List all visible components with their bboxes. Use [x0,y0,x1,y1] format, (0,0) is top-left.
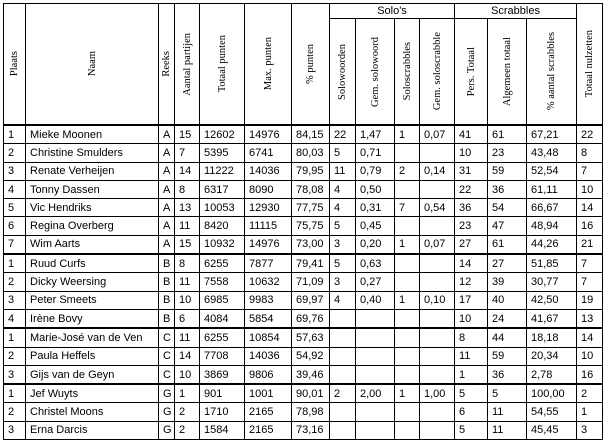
cell-aantal-partijen: 2 [175,403,200,421]
table-row [4,180,603,198]
cell-gem-solowoord [356,328,395,347]
cell-totaal-punten: 8420 [200,217,245,235]
cell-totaal-punten: 6255 [200,328,245,347]
cell-naam: Vic Hendriks [26,199,159,217]
cell-solowoorden: 22 [330,125,356,144]
cell-aantal-partijen: 8 [175,180,200,198]
cell-aantal-partijen: 6 [175,309,200,328]
cell-pct-aantal-scrabbles: 18,18 [527,328,577,347]
cell-gem-soloscrabble [420,254,455,273]
cell-plaats: 3 [4,365,26,384]
cell-totaal-nulzetten: 10 [577,347,603,365]
cell-plaats: 6 [4,217,26,235]
cell-pct-aantal-scrabbles: 20,34 [527,347,577,365]
col-header-pct-aantal-scrabbles: % aantal scrabbles [527,19,577,126]
cell-soloscrabbles [395,403,420,421]
col-header-totaal-nulzetten: Totaal nulzetten [577,4,603,126]
table-row [4,384,603,403]
cell-gem-solowoord: 0,27 [356,273,395,291]
cell-naam: Tonny Dassen [26,180,159,198]
cell-solowoorden: 4 [330,291,356,309]
cell-gem-soloscrabble: 0,14 [420,162,455,180]
cell-pers-totaal: 12 [455,273,488,291]
cell-algemeen-totaal: 44 [488,328,527,347]
col-header-pct-punten: % punten [292,4,330,126]
cell-naam: Gijs van de Geyn [26,365,159,384]
table-row [4,273,603,291]
col-header-gem-solowoord: Gem. solowoord [356,19,395,126]
cell-totaal-punten: 4084 [200,309,245,328]
cell-totaal-nulzetten: 7 [577,162,603,180]
cell-reeks: A [159,144,175,162]
cell-pct-punten: 69,76 [292,309,330,328]
cell-gem-solowoord: 2,00 [356,384,395,403]
cell-pct-aantal-scrabbles: 67,21 [527,125,577,144]
cell-gem-soloscrabble [420,328,455,347]
cell-max-punten: 12930 [245,199,292,217]
table-row [4,235,603,254]
cell-pers-totaal: 22 [455,180,488,198]
cell-gem-solowoord: 0,40 [356,291,395,309]
cell-pers-totaal: 31 [455,162,488,180]
cell-aantal-partijen: 1 [175,384,200,403]
col-header-aantal-partijen: Aantal partijen [175,4,200,126]
col-header-pers-totaal: Pers. Totaal [455,19,488,126]
cell-gem-solowoord: 0,31 [356,199,395,217]
cell-reeks: A [159,125,175,144]
cell-reeks: G [159,403,175,421]
cell-totaal-punten: 1710 [200,403,245,421]
cell-pct-punten: 71,09 [292,273,330,291]
cell-pers-totaal: 10 [455,309,488,328]
cell-pct-aantal-scrabbles: 100,00 [527,384,577,403]
col-header-naam: Naam [26,4,159,126]
cell-totaal-punten: 10932 [200,235,245,254]
cell-plaats: 4 [4,180,26,198]
cell-plaats: 1 [4,384,26,403]
cell-solowoorden [330,347,356,365]
cell-totaal-punten: 3869 [200,365,245,384]
cell-pct-aantal-scrabbles: 42,50 [527,291,577,309]
cell-naam: Wim Aarts [26,235,159,254]
cell-solowoorden [330,421,356,439]
reeks-group [4,328,603,384]
cell-solowoorden [330,365,356,384]
cell-totaal-punten: 7708 [200,347,245,365]
cell-naam: Christine Smulders [26,144,159,162]
cell-totaal-punten: 10053 [200,199,245,217]
cell-soloscrabbles [395,254,420,273]
cell-pct-punten: 73,00 [292,235,330,254]
cell-aantal-partijen: 2 [175,421,200,439]
table-row [4,125,603,144]
cell-totaal-nulzetten: 14 [577,328,603,347]
cell-plaats: 3 [4,421,26,439]
cell-naam: Irène Bovy [26,309,159,328]
cell-pers-totaal: 8 [455,328,488,347]
cell-reeks: A [159,217,175,235]
cell-soloscrabbles: 7 [395,199,420,217]
cell-aantal-partijen: 11 [175,328,200,347]
cell-algemeen-totaal: 47 [488,217,527,235]
cell-plaats: 1 [4,328,26,347]
cell-plaats: 3 [4,291,26,309]
cell-plaats: 2 [4,347,26,365]
cell-soloscrabbles: 1 [395,235,420,254]
cell-algemeen-totaal: 54 [488,199,527,217]
cell-totaal-nulzetten: 13 [577,309,603,328]
cell-gem-soloscrabble: 1,00 [420,384,455,403]
cell-naam: Regina Overberg [26,217,159,235]
cell-plaats: 1 [4,125,26,144]
cell-max-punten: 10854 [245,328,292,347]
cell-max-punten: 5854 [245,309,292,328]
cell-algemeen-totaal: 36 [488,365,527,384]
cell-pers-totaal: 5 [455,421,488,439]
cell-algemeen-totaal: 5 [488,384,527,403]
col-header-plaats: Plaats [4,4,26,126]
cell-aantal-partijen: 11 [175,273,200,291]
cell-gem-solowoord [356,309,395,328]
cell-gem-soloscrabble [420,403,455,421]
col-header-max-punten: Max. punten [245,4,292,126]
cell-gem-solowoord: 0,63 [356,254,395,273]
cell-max-punten: 1001 [245,384,292,403]
cell-reeks: B [159,309,175,328]
table-row [4,144,603,162]
cell-pct-aantal-scrabbles: 44,26 [527,235,577,254]
cell-plaats: 5 [4,199,26,217]
cell-gem-soloscrabble: 0,07 [420,125,455,144]
cell-pct-punten: 80,03 [292,144,330,162]
col-header-reeks: Reeks [159,4,175,126]
cell-pct-aantal-scrabbles: 2,78 [527,365,577,384]
cell-max-punten: 8090 [245,180,292,198]
reeks-group [4,384,603,439]
cell-pct-aantal-scrabbles: 54,55 [527,403,577,421]
cell-totaal-nulzetten: 19 [577,291,603,309]
cell-pct-aantal-scrabbles: 51,85 [527,254,577,273]
cell-reeks: A [159,199,175,217]
cell-aantal-partijen: 14 [175,162,200,180]
cell-totaal-nulzetten: 22 [577,125,603,144]
cell-pct-punten: 90,01 [292,384,330,403]
cell-pers-totaal: 11 [455,347,488,365]
cell-reeks: C [159,365,175,384]
cell-solowoorden: 5 [330,144,356,162]
cell-naam: Jef Wuyts [26,384,159,403]
cell-solowoorden: 11 [330,162,356,180]
cell-naam: Paula Heffels [26,347,159,365]
cell-soloscrabbles: 2 [395,162,420,180]
cell-soloscrabbles [395,144,420,162]
cell-gem-solowoord: 1,47 [356,125,395,144]
cell-solowoorden: 4 [330,180,356,198]
cell-pct-aantal-scrabbles: 41,67 [527,309,577,328]
cell-pers-totaal: 36 [455,199,488,217]
cell-pct-punten: 78,08 [292,180,330,198]
cell-plaats: 2 [4,273,26,291]
cell-algemeen-totaal: 27 [488,254,527,273]
cell-algemeen-totaal: 11 [488,421,527,439]
cell-pers-totaal: 10 [455,144,488,162]
cell-solowoorden: 3 [330,235,356,254]
cell-solowoorden [330,403,356,421]
cell-pct-punten: 39,46 [292,365,330,384]
cell-pct-punten: 78,98 [292,403,330,421]
cell-pers-totaal: 1 [455,365,488,384]
cell-gem-solowoord [356,347,395,365]
cell-reeks: B [159,273,175,291]
col-header-algemeen-totaal: Algemeen totaal [488,19,527,126]
cell-pct-aantal-scrabbles: 43,48 [527,144,577,162]
cell-totaal-nulzetten: 7 [577,273,603,291]
cell-aantal-partijen: 11 [175,217,200,235]
cell-algemeen-totaal: 36 [488,180,527,198]
cell-gem-soloscrabble [420,309,455,328]
table-row [4,217,603,235]
cell-max-punten: 6741 [245,144,292,162]
cell-aantal-partijen: 13 [175,199,200,217]
cell-algemeen-totaal: 24 [488,309,527,328]
cell-max-punten: 14036 [245,347,292,365]
cell-max-punten: 14976 [245,235,292,254]
cell-gem-soloscrabble [420,180,455,198]
cell-max-punten: 14976 [245,125,292,144]
table-row [4,291,603,309]
cell-soloscrabbles [395,347,420,365]
cell-pct-aantal-scrabbles: 45,45 [527,421,577,439]
table-row [4,328,603,347]
cell-gem-soloscrabble [420,144,455,162]
cell-soloscrabbles: 1 [395,384,420,403]
cell-pct-punten: 69,97 [292,291,330,309]
cell-pct-punten: 54,92 [292,347,330,365]
cell-totaal-punten: 7558 [200,273,245,291]
reeks-group [4,254,603,328]
cell-soloscrabbles: 1 [395,125,420,144]
cell-pers-totaal: 23 [455,217,488,235]
cell-gem-solowoord: 0,79 [356,162,395,180]
cell-pct-punten: 75,75 [292,217,330,235]
cell-totaal-punten: 901 [200,384,245,403]
cell-gem-soloscrabble [420,365,455,384]
cell-totaal-nulzetten: 21 [577,235,603,254]
cell-pct-aantal-scrabbles: 48,94 [527,217,577,235]
cell-algemeen-totaal: 23 [488,144,527,162]
cell-gem-solowoord [356,365,395,384]
cell-totaal-nulzetten: 7 [577,254,603,273]
cell-totaal-punten: 11222 [200,162,245,180]
cell-max-punten: 10632 [245,273,292,291]
cell-algemeen-totaal: 39 [488,273,527,291]
cell-naam: Peter Smeets [26,291,159,309]
cell-totaal-punten: 12602 [200,125,245,144]
cell-pers-totaal: 17 [455,291,488,309]
cell-pct-aantal-scrabbles: 30,77 [527,273,577,291]
cell-reeks: G [159,421,175,439]
cell-gem-solowoord: 0,71 [356,144,395,162]
cell-pers-totaal: 14 [455,254,488,273]
cell-solowoorden: 5 [330,217,356,235]
cell-gem-soloscrabble: 0,54 [420,199,455,217]
cell-solowoorden [330,309,356,328]
cell-reeks: A [159,235,175,254]
table-row [4,199,603,217]
cell-totaal-nulzetten: 8 [577,144,603,162]
cell-pct-aantal-scrabbles: 66,67 [527,199,577,217]
cell-aantal-partijen: 10 [175,365,200,384]
cell-pct-aantal-scrabbles: 52,54 [527,162,577,180]
cell-gem-solowoord: 0,45 [356,217,395,235]
cell-totaal-nulzetten: 1 [577,403,603,421]
cell-gem-soloscrabble [420,421,455,439]
cell-soloscrabbles [395,328,420,347]
cell-max-punten: 9806 [245,365,292,384]
cell-aantal-partijen: 7 [175,144,200,162]
cell-reeks: B [159,254,175,273]
cell-plaats: 3 [4,162,26,180]
cell-totaal-nulzetten: 2 [577,384,603,403]
cell-pct-punten: 57,63 [292,328,330,347]
cell-reeks: B [159,291,175,309]
cell-reeks: G [159,384,175,403]
cell-pct-aantal-scrabbles: 61,11 [527,180,577,198]
cell-aantal-partijen: 15 [175,235,200,254]
cell-gem-soloscrabble [420,217,455,235]
table-row [4,421,603,439]
cell-max-punten: 2165 [245,421,292,439]
cell-soloscrabbles [395,309,420,328]
reeks-group [4,125,603,254]
cell-soloscrabbles [395,217,420,235]
cell-algemeen-totaal: 59 [488,162,527,180]
cell-pct-punten: 77,75 [292,199,330,217]
cell-gem-soloscrabble [420,347,455,365]
table-row [4,254,603,273]
cell-plaats: 7 [4,235,26,254]
cell-soloscrabbles: 1 [395,291,420,309]
cell-naam: Renate Verheijen [26,162,159,180]
cell-solowoorden: 5 [330,254,356,273]
cell-soloscrabbles [395,365,420,384]
cell-totaal-nulzetten: 14 [577,199,603,217]
table-row [4,162,603,180]
cell-totaal-punten: 6317 [200,180,245,198]
cell-naam: Dicky Weersing [26,273,159,291]
cell-reeks: C [159,328,175,347]
cell-soloscrabbles [395,421,420,439]
cell-max-punten: 2165 [245,403,292,421]
cell-plaats: 1 [4,254,26,273]
cell-totaal-punten: 6985 [200,291,245,309]
cell-totaal-punten: 1584 [200,421,245,439]
group-header-solos: Solo's [330,4,455,19]
cell-max-punten: 14036 [245,162,292,180]
table-row [4,309,603,328]
cell-gem-solowoord [356,403,395,421]
cell-pct-punten: 73,16 [292,421,330,439]
cell-max-punten: 9983 [245,291,292,309]
cell-solowoorden [330,328,356,347]
cell-algemeen-totaal: 40 [488,291,527,309]
col-header-totaal-punten: Totaal punten [200,4,245,126]
cell-algemeen-totaal: 11 [488,403,527,421]
cell-pct-punten: 84,15 [292,125,330,144]
cell-algemeen-totaal: 61 [488,235,527,254]
cell-gem-soloscrabble: 0,10 [420,291,455,309]
table-row [4,347,603,365]
cell-aantal-partijen: 8 [175,254,200,273]
cell-aantal-partijen: 14 [175,347,200,365]
group-header-scrabbles: Scrabbles [455,4,577,19]
cell-plaats: 2 [4,403,26,421]
cell-pers-totaal: 6 [455,403,488,421]
table-row [4,365,603,384]
cell-naam: Ruud Curfs [26,254,159,273]
cell-pct-punten: 79,95 [292,162,330,180]
cell-totaal-nulzetten: 10 [577,180,603,198]
cell-totaal-nulzetten: 16 [577,217,603,235]
cell-totaal-nulzetten: 3 [577,421,603,439]
cell-gem-soloscrabble [420,273,455,291]
cell-solowoorden: 3 [330,273,356,291]
col-header-solowoorden: Solowoorden [330,19,356,126]
cell-naam: Christel Moons [26,403,159,421]
cell-gem-solowoord [356,421,395,439]
cell-gem-soloscrabble: 0,07 [420,235,455,254]
cell-reeks: C [159,347,175,365]
cell-aantal-partijen: 10 [175,291,200,309]
cell-soloscrabbles [395,273,420,291]
cell-totaal-nulzetten: 16 [577,365,603,384]
cell-aantal-partijen: 15 [175,125,200,144]
cell-reeks: A [159,180,175,198]
cell-reeks: A [159,162,175,180]
cell-gem-solowoord: 0,50 [356,180,395,198]
col-header-gem-soloscrabble: Gem. soloscrabble [420,19,455,126]
cell-pers-totaal: 41 [455,125,488,144]
cell-plaats: 2 [4,144,26,162]
cell-max-punten: 7877 [245,254,292,273]
cell-naam: Mieke Moonen [26,125,159,144]
cell-algemeen-totaal: 61 [488,125,527,144]
col-header-soloscrabbles: Soloscrabbles [395,19,420,126]
cell-pers-totaal: 27 [455,235,488,254]
results-table [3,3,603,440]
cell-naam: Erna Darcis [26,421,159,439]
cell-max-punten: 11115 [245,217,292,235]
cell-gem-solowoord: 0,20 [356,235,395,254]
cell-naam: Marie-José van de Ven [26,328,159,347]
cell-totaal-punten: 5395 [200,144,245,162]
cell-totaal-punten: 6255 [200,254,245,273]
cell-pers-totaal: 5 [455,384,488,403]
cell-algemeen-totaal: 59 [488,347,527,365]
table-row [4,403,603,421]
cell-solowoorden: 2 [330,384,356,403]
cell-pct-punten: 79,41 [292,254,330,273]
cell-plaats: 4 [4,309,26,328]
cell-solowoorden: 4 [330,199,356,217]
cell-soloscrabbles [395,180,420,198]
